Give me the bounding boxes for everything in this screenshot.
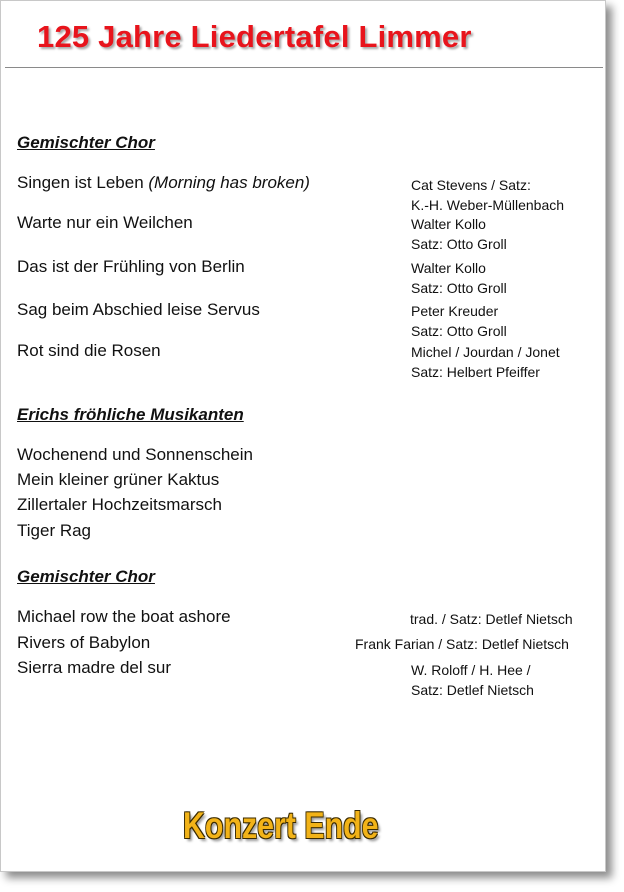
concert-end-label: Konzert Ende	[183, 805, 379, 846]
song-credit	[410, 609, 573, 629]
song-credit	[411, 301, 507, 341]
song-title: Das ist der Frühling von Berlin	[17, 257, 245, 276]
credit-line: Cat Stevens / Satz:	[411, 177, 531, 193]
credit-line: K.-H. Weber-Müllenbach	[411, 197, 565, 213]
song-title: Wochenend und Sonnenschein	[17, 445, 253, 464]
credit-line: Satz: Otto Groll	[411, 236, 507, 252]
song-title: Zillertaler Hochzeitsmarsch	[17, 495, 222, 514]
section-heading: Gemischter Chor	[17, 567, 155, 586]
song-title: Tiger Rag	[17, 521, 92, 540]
credit-line: Satz: Detlef Nietsch	[411, 682, 534, 698]
song-credit	[355, 634, 569, 654]
credit-line: Satz: Otto Groll	[411, 323, 507, 339]
song-title: Warte nur ein Weilchen	[17, 213, 193, 232]
song-title: Michael row the boat ashore	[17, 607, 231, 626]
credit-line: trad. / Satz: Detlef Nietsch	[410, 611, 573, 627]
song-credit	[411, 214, 507, 254]
song-credit	[411, 175, 564, 215]
page-title: 125 Jahre Liedertafel Limmer	[37, 19, 472, 54]
song-title-text: Singen ist Leben	[17, 173, 144, 192]
song-credit	[411, 660, 534, 700]
credit-line: Michel / Jourdan / Jonet	[411, 344, 560, 360]
section-heading: Gemischter Chor	[17, 133, 155, 152]
credit-line: Walter Kollo	[411, 260, 486, 276]
credit-line: Walter Kollo	[411, 216, 486, 232]
song-credit	[411, 342, 560, 382]
credit-line: W. Roloff / H. Hee /	[411, 662, 531, 678]
song-title: Rot sind die Rosen	[17, 341, 161, 360]
credit-line: Satz: Helbert Pfeiffer	[411, 364, 540, 380]
credit-line: Satz: Otto Groll	[411, 280, 507, 296]
song-title: Sag beim Abschied leise Servus	[17, 300, 260, 319]
song-title	[17, 173, 310, 193]
credit-line: Frank Farian / Satz: Detlef Nietsch	[355, 636, 569, 652]
credit-line: Peter Kreuder	[411, 303, 499, 319]
song-subtitle: (Morning has broken)	[148, 173, 310, 192]
title-divider	[5, 67, 603, 68]
section-heading: Erichs fröhliche Musikanten	[17, 405, 244, 424]
song-credit	[411, 258, 507, 298]
song-title: Rivers of Babylon	[17, 633, 151, 652]
song-title: Mein kleiner grüner Kaktus	[17, 470, 220, 489]
song-title: Sierra madre del sur	[17, 658, 172, 677]
